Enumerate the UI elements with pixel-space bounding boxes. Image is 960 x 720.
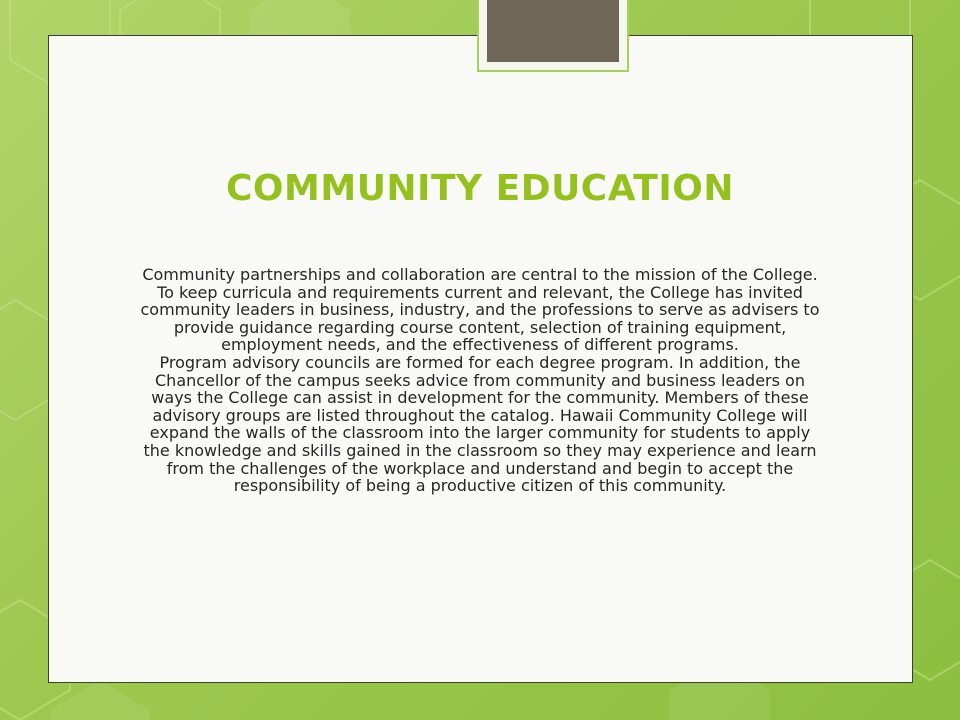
slide-title: COMMUNITY EDUCATION xyxy=(226,168,734,209)
slide-body xyxy=(140,266,820,495)
body-paragraph-1: Community partnerships and collaboration are central to the mission of the College. To keep curricula and requirements current and relevant, the College has invited community leaders in business, industry, and the professions to serve as advisers to provide guidance regarding course content, selection of training equipment, employment needs, and the effectiveness of different programs. xyxy=(140,265,820,355)
body-paragraph-2: Program advisory councils are formed for each degree program. In addition, the Chancellor of the campus seeks advice from community and business leaders on ways the College can assist in development for the community. Members of these advisory groups are listed throughout the catalog. Hawaii Community College will expand the walls of the classroom into the larger community for students to apply the knowledge and skills gained in the classroom so they may experience and learn from the challenges of the workplace and understand and begin to accept the responsibility of being a productive citizen of this community. xyxy=(143,352,817,496)
accent-block xyxy=(487,0,619,62)
